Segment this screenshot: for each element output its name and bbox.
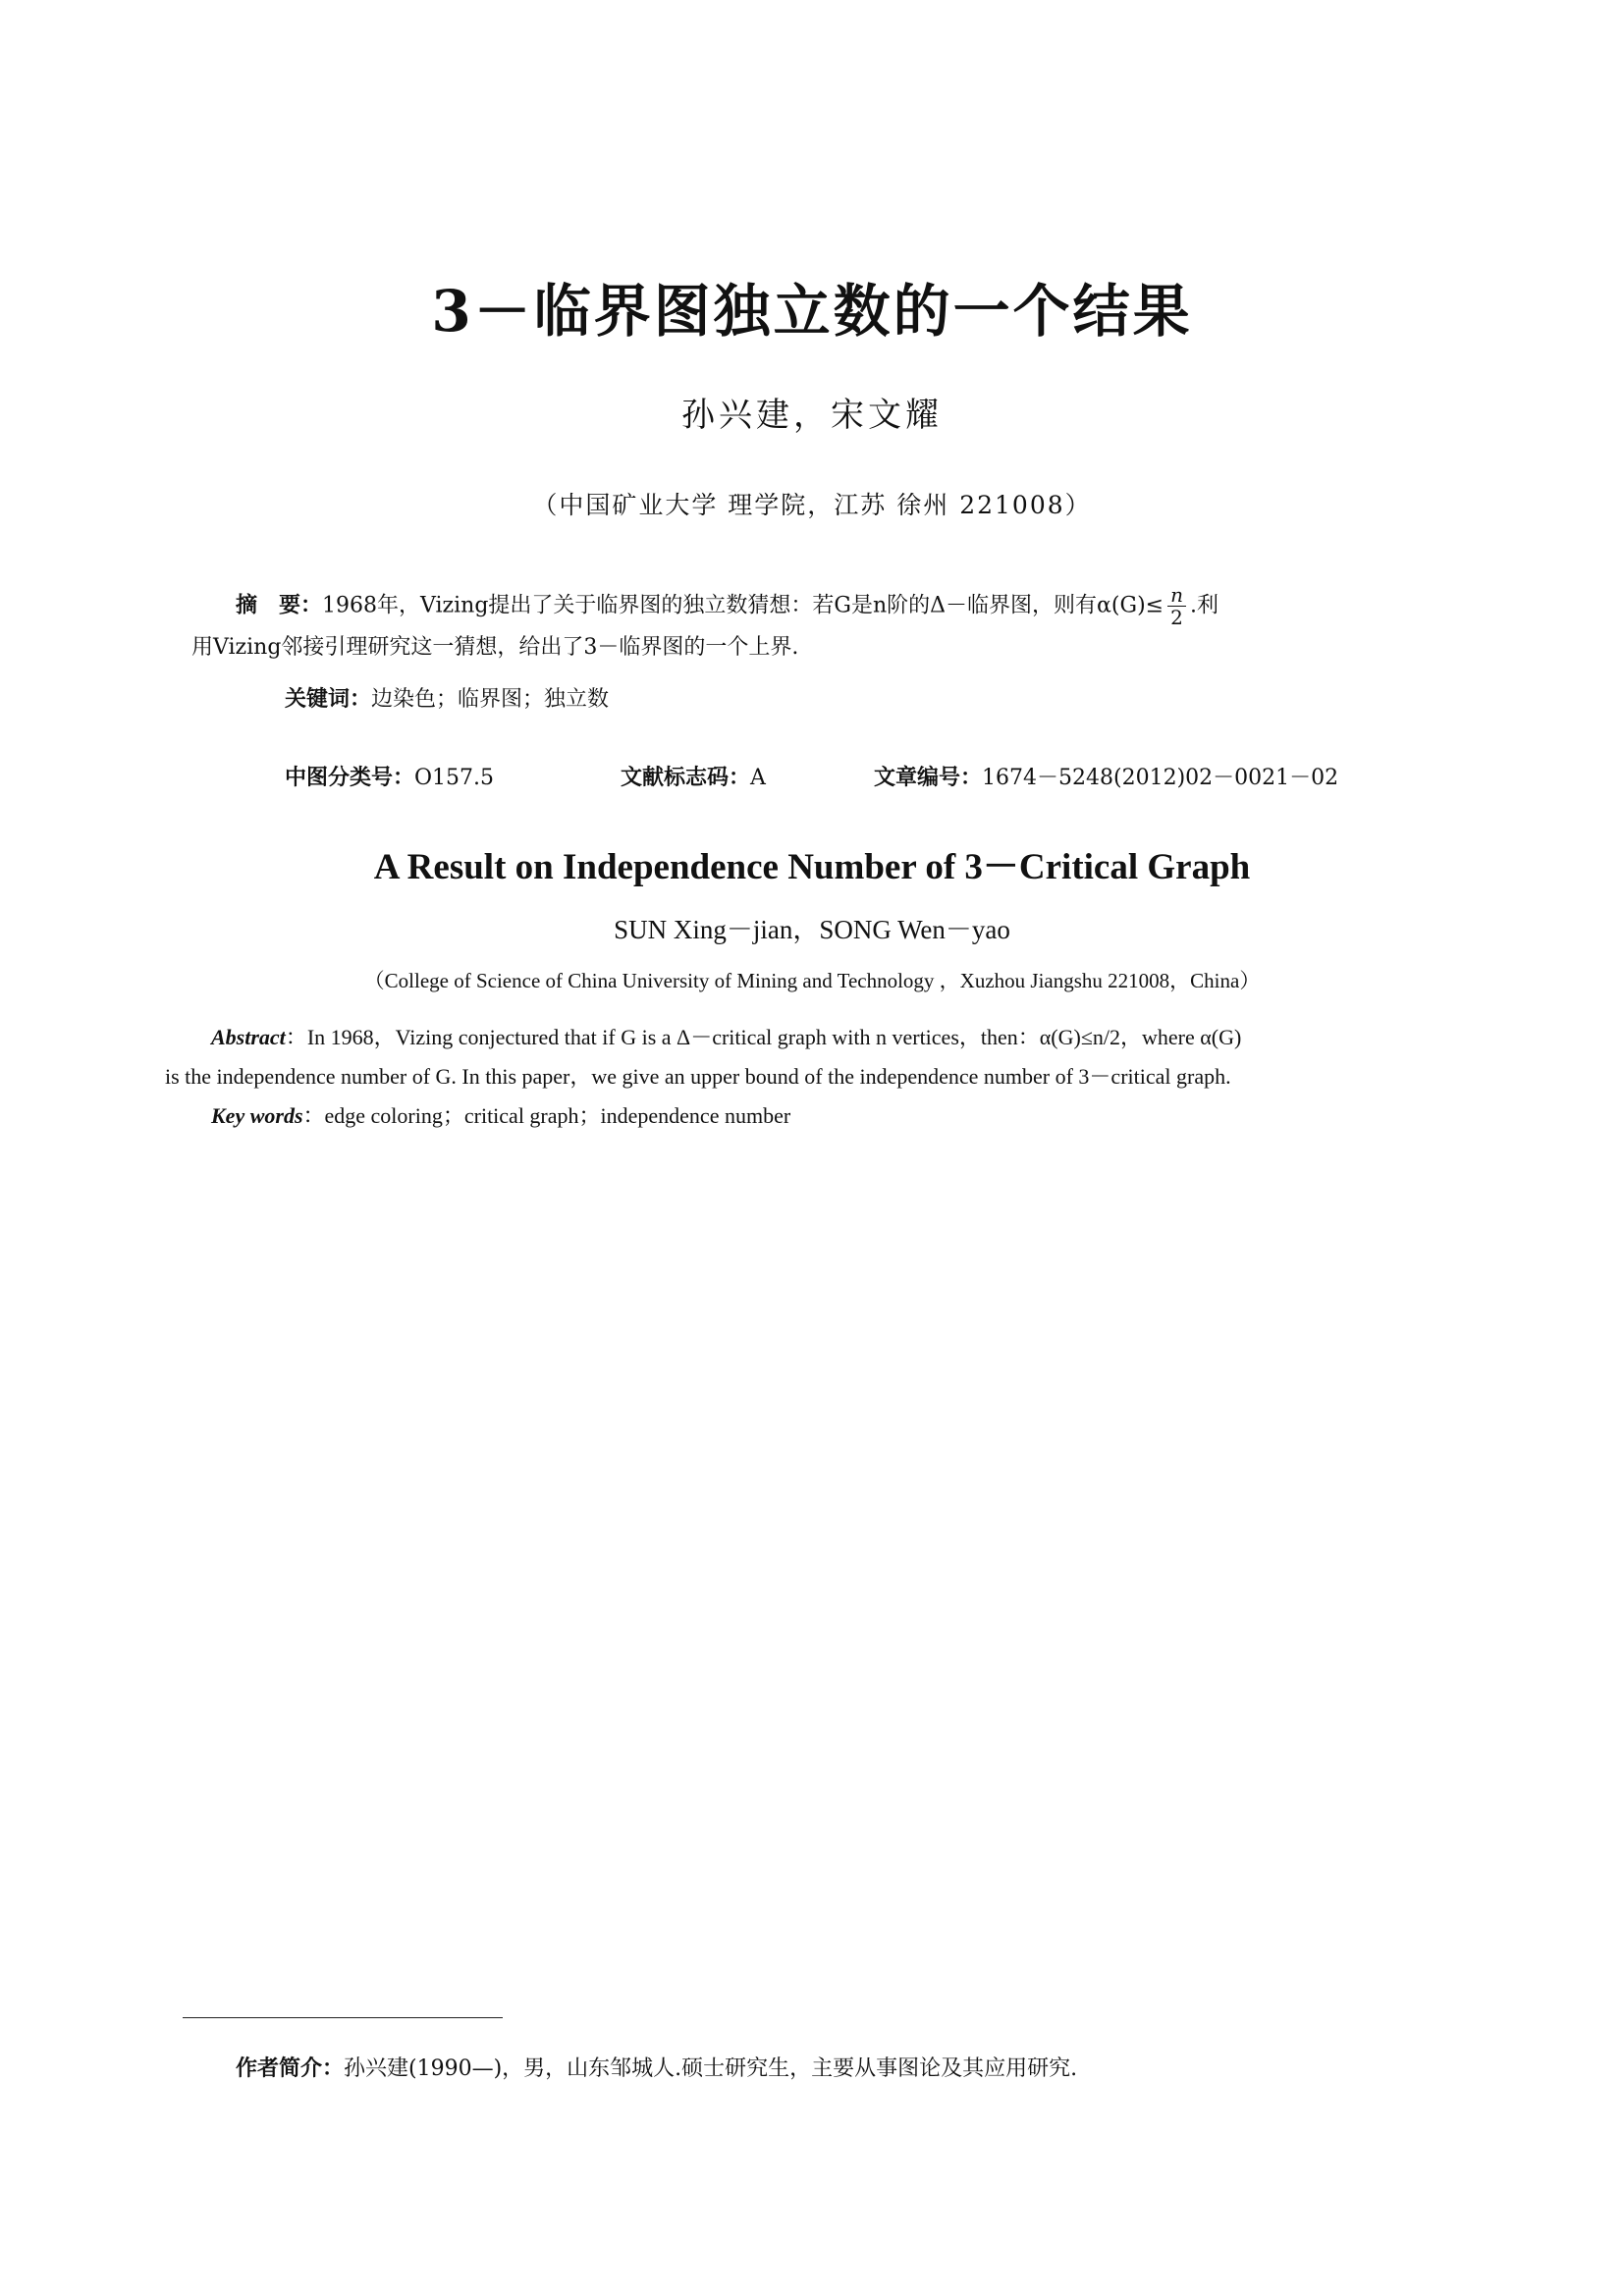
abstract-en-sep: ： bbox=[285, 1025, 307, 1049]
class-no-value: O157.5 bbox=[414, 766, 495, 790]
author-footnote bbox=[236, 2052, 1077, 2082]
class-no-label: 中图分类号： bbox=[285, 766, 415, 790]
abstract-cn-line2: 用Vizing邻接引理研究这一猜想，给出了3－临界图的一个上界. bbox=[191, 635, 799, 660]
footnote-text: 孙兴建(1990—)，男，山东邹城人.硕士研究生，主要从事图论及其应用研究. bbox=[344, 2056, 1078, 2081]
keywords-en-label: Key words bbox=[211, 1103, 303, 1128]
abstract-en-line1 bbox=[211, 1021, 1241, 1051]
fraction-numerator: n bbox=[1167, 584, 1186, 607]
authors-en: SUN Xing－jian，SONG Wen－yao bbox=[614, 915, 1010, 944]
footnote-label: 作者简介： bbox=[236, 2056, 345, 2081]
keywords-en-sep: ： bbox=[302, 1103, 325, 1128]
abstract-en-label: Abstract bbox=[211, 1025, 286, 1049]
keywords-en-text: edge coloring；critical graph；independence number bbox=[324, 1103, 791, 1128]
keywords-en bbox=[211, 1099, 790, 1130]
keywords-cn-label: 关键词： bbox=[285, 687, 372, 712]
abstract-en-text: In 1968，Vizing conjectured that if G is a Δ－critical graph with n vertices，then：α(G)≤n/2，where α(G) bbox=[306, 1025, 1242, 1049]
paper-title-en: A Result on Independence Number of 3－Critical Graph bbox=[373, 847, 1251, 887]
article-number bbox=[874, 761, 1338, 791]
affiliation-cn: （中国矿业大学 理学院，江苏 徐州 221008） bbox=[532, 491, 1092, 519]
article-no-label: 文章编号： bbox=[874, 766, 983, 790]
keywords-cn-text: 边染色；临界图；独立数 bbox=[371, 687, 610, 712]
abstract-en-line2: is the independence number of G. In this paper，we give an upper bound of the independence number of 3－critical graph. bbox=[165, 1064, 1231, 1089]
fraction-n-over-2 bbox=[1167, 584, 1186, 628]
paper-title-cn: 3－临界图独立数的一个结果 bbox=[431, 278, 1193, 345]
document-code bbox=[621, 761, 766, 791]
abstract-cn bbox=[191, 583, 1414, 667]
classification-number bbox=[285, 761, 494, 791]
keywords-cn bbox=[285, 682, 609, 713]
affiliation-en: （College of Science of China University of Mining and Technology ，Xuzhou Jiangshu 221008，China） bbox=[363, 969, 1261, 992]
doc-code-label: 文献标志码： bbox=[621, 766, 751, 790]
abstract-cn-label: 摘 要： bbox=[236, 593, 323, 618]
authors-cn: 孙兴建，宋文耀 bbox=[681, 396, 943, 435]
abstract-cn-text-end: .利 bbox=[1189, 593, 1218, 618]
abstract-cn-line1 bbox=[236, 584, 1414, 628]
doc-code-value: A bbox=[750, 766, 766, 790]
fraction-denominator: 2 bbox=[1170, 606, 1183, 629]
abstract-cn-text: 1968年，Vizing提出了关于临界图的独立数猜想：若G是n阶的Δ－临界图，则有α(G)≤ bbox=[322, 593, 1164, 618]
article-no-value: 1674－5248(2012)02－0021－02 bbox=[982, 766, 1339, 790]
footnote-divider bbox=[183, 2017, 503, 2018]
